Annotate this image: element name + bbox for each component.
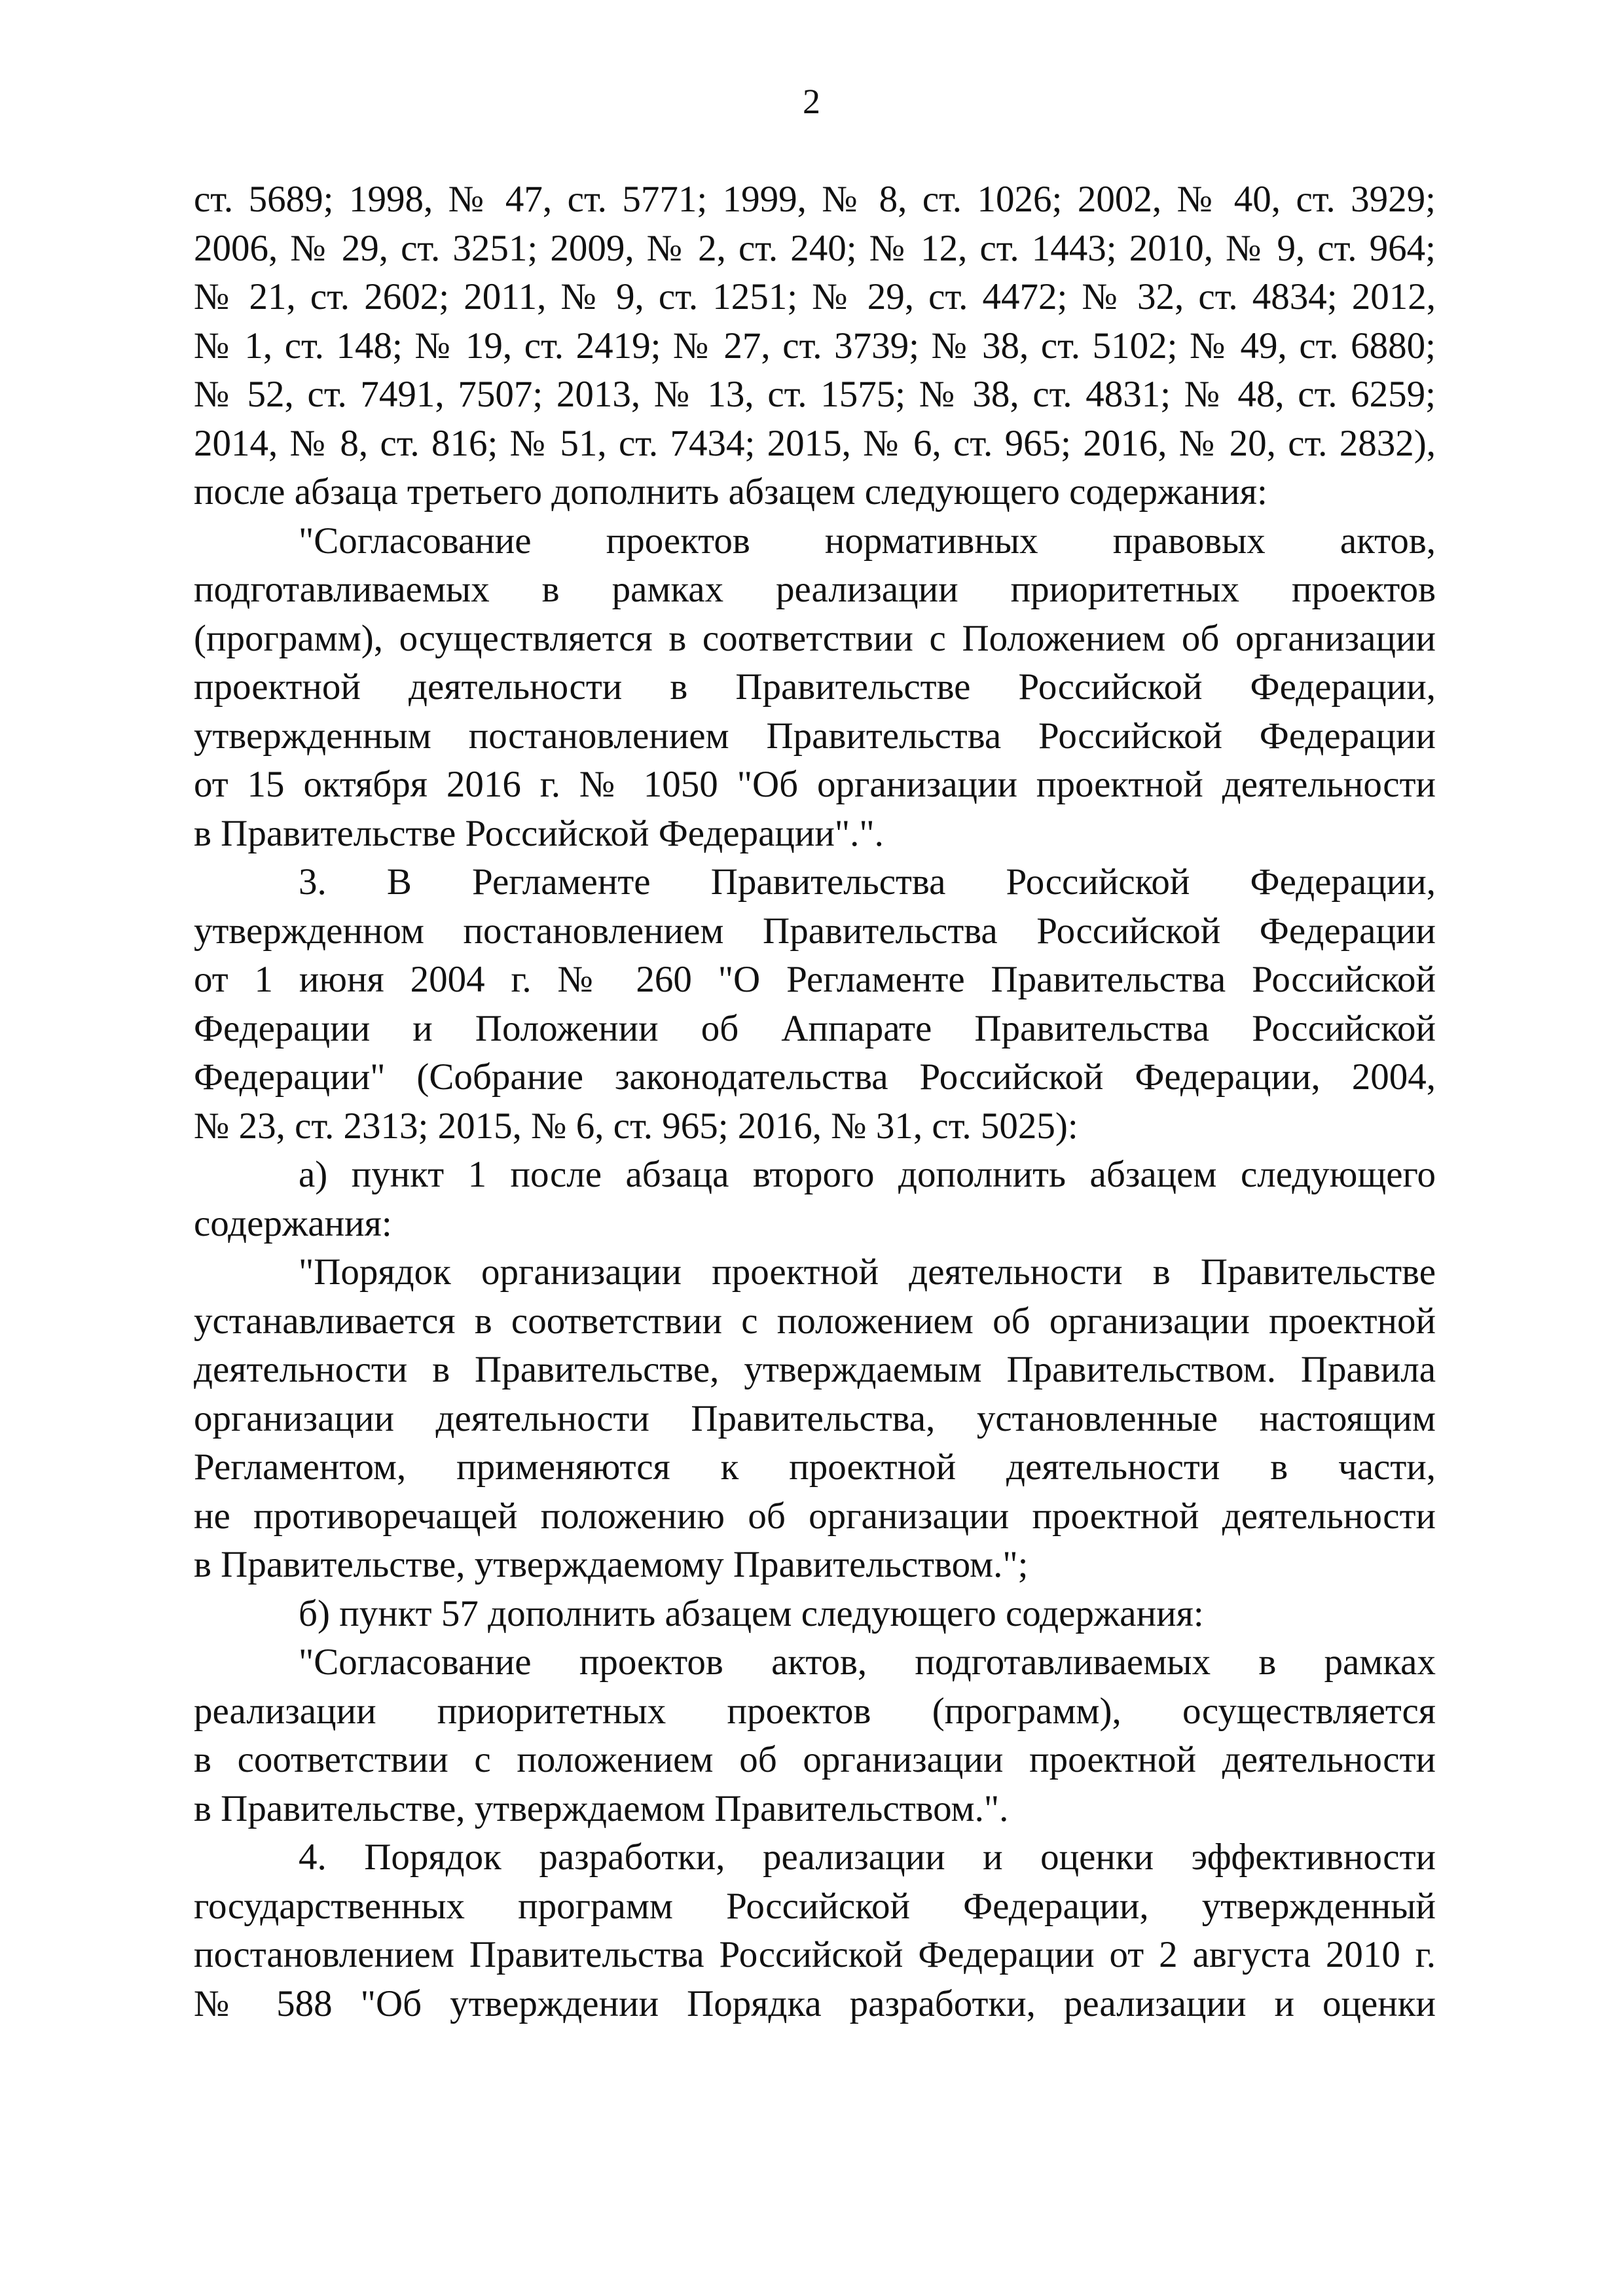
text-line: 4. Порядок разработки, реализации и оценки эффективности bbox=[299, 1837, 1436, 1878]
text-line: в Правительстве, утверждаемом Правительством.". bbox=[194, 1787, 1009, 1829]
text-line: "Согласование проектов актов, подготавливаемых в рамках bbox=[299, 1641, 1436, 1683]
text-line: утвержденным постановлением Правительства Российской Федерации bbox=[194, 715, 1436, 757]
text-line: Регламентом, применяются к проектной деятельности в части, bbox=[194, 1446, 1436, 1488]
text-line: Федерации и Положении об Аппарате Правительства Российской bbox=[194, 1007, 1436, 1049]
text-line: после абзаца третьего дополнить абзацем следующего содержания: bbox=[194, 471, 1267, 512]
text-line: № 21, ст. 2602; 2011, № 9, ст. 1251; № 29, ст. 4472; № 32, ст. 4834; 2012, bbox=[194, 276, 1436, 317]
text-line: № 588 "Об утверждении Порядка разработки, реализации и оценки bbox=[194, 1982, 1436, 2024]
text-line: "Согласование проектов нормативных правовых актов, bbox=[299, 520, 1436, 562]
page-number: 2 bbox=[803, 82, 820, 121]
text-line: в Правительстве, утверждаемому Правительством."; bbox=[194, 1544, 1029, 1585]
text-line: устанавливается в соответствии с положением об организации проектной bbox=[194, 1300, 1436, 1342]
text-line: а) пункт 1 после абзаца второго дополнить абзацем следующего bbox=[299, 1154, 1436, 1195]
text-line: 2006, № 29, ст. 3251; 2009, № 2, ст. 240; № 12, ст. 1443; 2010, № 9, ст. 964; bbox=[194, 227, 1436, 269]
text-line: "Порядок организации проектной деятельности в Правительстве bbox=[299, 1251, 1436, 1293]
text-line: содержания: bbox=[194, 1202, 392, 1244]
text-line: (программ), осуществляется в соответствии с Положением об организации bbox=[194, 617, 1436, 659]
text-line: постановлением Правительства Российской Федерации от 2 августа 2010 г. bbox=[194, 1934, 1436, 1975]
text-line: от 15 октября 2016 г. № 1050 "Об организации проектной деятельности bbox=[194, 764, 1436, 805]
text-line: организации деятельности Правительства, установленные настоящим bbox=[194, 1397, 1436, 1439]
text-line: ст. 5689; 1998, № 47, ст. 5771; 1999, № 8, ст. 1026; 2002, № 40, ст. 3929; bbox=[194, 179, 1436, 220]
text-line: проектной деятельности в Правительстве Российской Федерации, bbox=[194, 666, 1436, 708]
text-line: № 52, ст. 7491, 7507; 2013, № 13, ст. 1575; № 38, ст. 4831; № 48, ст. 6259; bbox=[194, 374, 1436, 415]
text-line: подготавливаемых в рамках реализации приоритетных проектов bbox=[194, 569, 1436, 610]
text-line: государственных программ Российской Федерации, утвержденный bbox=[194, 1885, 1436, 1927]
text-line: не противоречащей положению об организации проектной деятельности bbox=[194, 1495, 1436, 1537]
text-line: реализации приоритетных проектов (программ), осуществляется bbox=[194, 1690, 1436, 1732]
text-line: 3. В Регламенте Правительства Российской Федерации, bbox=[299, 861, 1436, 903]
document-body bbox=[194, 175, 1436, 2028]
text-line: деятельности в Правительстве, утверждаемым Правительством. Правила bbox=[194, 1349, 1436, 1390]
text-line: № 23, ст. 2313; 2015, № 6, ст. 965; 2016, № 31, ст. 5025): bbox=[194, 1105, 1078, 1147]
text-line: утвержденном постановлением Правительства Российской Федерации bbox=[194, 910, 1436, 952]
text-line: № 1, ст. 148; № 19, ст. 2419; № 27, ст. 3739; № 38, ст. 5102; № 49, ст. 6880; bbox=[194, 325, 1436, 367]
text-line: 2014, № 8, ст. 816; № 51, ст. 7434; 2015, № 6, ст. 965; 2016, № 20, ст. 2832), bbox=[194, 422, 1436, 464]
text-line: от 1 июня 2004 г. № 260 "О Регламенте Правительства Российской bbox=[194, 959, 1436, 1000]
text-line: Федерации" (Собрание законодательства Российской Федерации, 2004, bbox=[194, 1056, 1436, 1098]
text-line: в соответствии с положением об организации проектной деятельности bbox=[194, 1739, 1436, 1780]
text-line: в Правительстве Российской Федерации".". bbox=[194, 812, 884, 854]
text-line: б) пункт 57 дополнить абзацем следующего содержания: bbox=[299, 1592, 1204, 1634]
